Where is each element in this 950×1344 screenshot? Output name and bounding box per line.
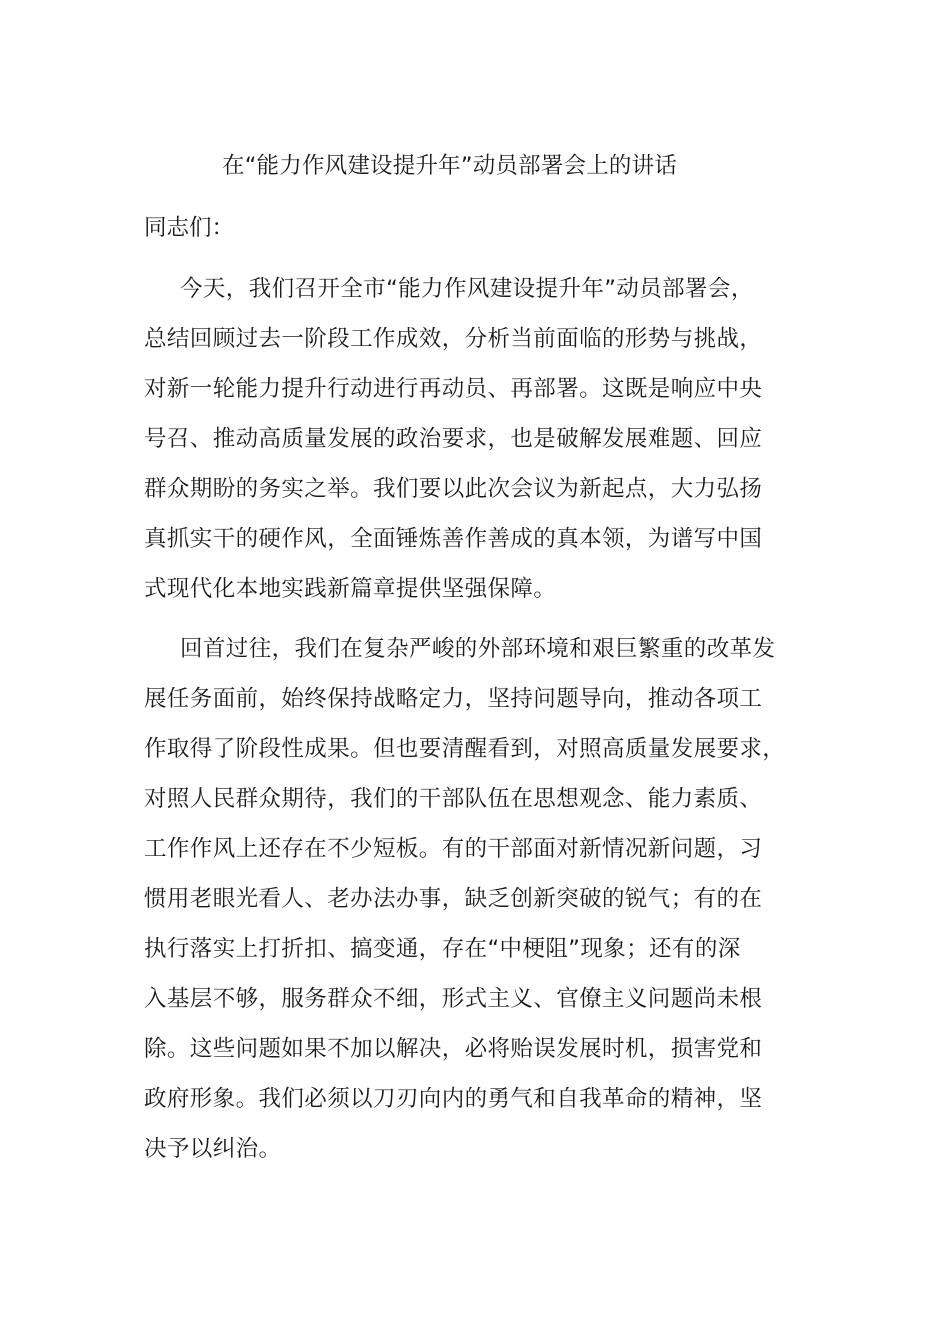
text-line: 回首过往，我们在复杂严峻的外部环境和艰巨繁重的改革发	[180, 636, 776, 662]
text-line: 展任务面前，始终保持战略定力，坚持问题导向，推动各项工	[144, 686, 763, 712]
paragraph-2	[144, 624, 814, 1174]
text-line: 对新一轮能力提升行动进行再动员、再部署。这既是响应中央	[144, 376, 763, 402]
text-line: 执行落实上打折扣、搞变通，存在“中梗阻”现象；还有的深	[144, 936, 741, 962]
text-line: 工作作风上还存在不少短板。有的干部面对新情况新问题，习	[144, 836, 763, 862]
text-line: 入基层不够，服务群众不细，形式主义、官僚主义问题尚未根	[144, 986, 763, 1012]
text-line: 式现代化本地实践新篇章提供坚强保障。	[144, 576, 557, 602]
text-line: 作取得了阶段性成果。但也要清醒看到，对照高质量发展要求，	[144, 736, 786, 762]
text-line: 除。这些问题如果不加以解决，必将贻误发展时机，损害党和	[144, 1036, 763, 1062]
text-line: 群众期盼的务实之举。我们要以此次会议为新起点，大力弘扬	[144, 476, 763, 502]
salutation: 同志们：	[144, 215, 235, 241]
text-line: 今天，我们召开全市“能力作风建设提升年”动员部署会，	[180, 276, 754, 302]
text-line: 决予以纠治。	[144, 1136, 282, 1162]
text-line: 政府形象。我们必须以刀刃向内的勇气和自我革命的精神，坚	[144, 1086, 763, 1112]
paragraph-1	[144, 264, 814, 614]
text-line: 总结回顾过去一阶段工作成效，分析当前面临的形势与挑战，	[144, 326, 763, 352]
text-line: 对照人民群众期待，我们的干部队伍在思想观念、能力素质、	[144, 786, 763, 812]
text-line: 号召、推动高质量发展的政治要求，也是破解发展难题、回应	[144, 426, 763, 452]
document-title: 在“能力作风建设提升年”动员部署会上的讲话	[222, 153, 678, 179]
text-line: 惯用老眼光看人、老办法办事，缺乏创新突破的锐气；有的在	[144, 886, 763, 912]
text-line: 真抓实干的硬作风，全面锤炼善作善成的真本领，为谱写中国	[144, 526, 763, 552]
